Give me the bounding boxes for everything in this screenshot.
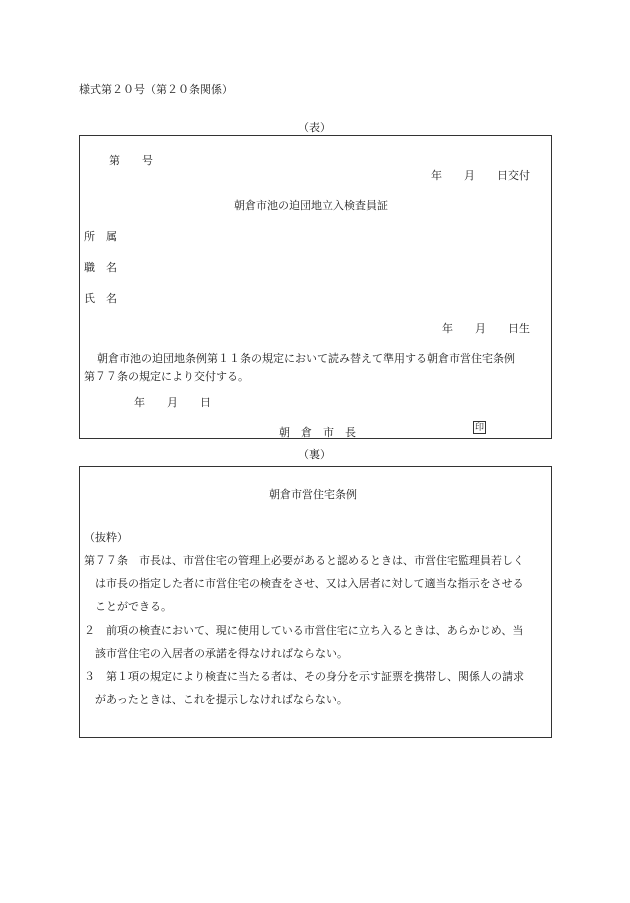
article-3-line-1: ３ 第１項の規定により検査に当たる者は、その身分を示す証票を携帯し、関係人の請求 xyxy=(84,670,524,683)
form-heading: 様式第２０号（第２０条関係） xyxy=(79,83,233,96)
article-1-line-1: 第７７条 市長は、市営住宅の管理上必要があると認めるときは、市営住宅監理員若しく xyxy=(84,554,524,567)
seal-mark xyxy=(473,421,486,434)
number-label: 第 号 xyxy=(109,154,153,167)
back-card xyxy=(79,466,552,738)
article-3-line-2: があったときは、これを提示しなければならない。 xyxy=(95,693,348,706)
birth-date: 年 月 日生 xyxy=(442,322,530,335)
date-line: 年 月 日 xyxy=(134,396,211,409)
card-title: 朝倉市池の迫団地立入検査員証 xyxy=(234,199,388,212)
issue-date: 年 月 日交付 xyxy=(431,169,530,182)
front-card xyxy=(79,135,552,439)
field-affiliation-label: 所 属 xyxy=(84,230,117,243)
field-name-label: 氏 名 xyxy=(84,292,117,305)
back-title: 朝倉市営住宅条例 xyxy=(269,488,357,501)
statement-line-2: 第７７条の規定により交付する。 xyxy=(84,370,249,383)
article-1-line-3: ことができる。 xyxy=(95,600,172,613)
back-side-label: （裏） xyxy=(298,448,331,461)
excerpt-label: （抜粋） xyxy=(84,531,128,544)
field-title-label: 職 名 xyxy=(84,261,117,274)
front-side-label: （表） xyxy=(298,121,331,134)
article-2-line-1: ２ 前項の検査において、現に使用している市営住宅に立ち入るときは、あらかじめ、当 xyxy=(84,624,524,637)
statement-line-1: 朝倉市池の迫団地条例第１１条の規定において読み替えて準用する朝倉市営住宅条例 xyxy=(97,352,515,365)
seal-text: 印 xyxy=(474,423,484,433)
issuer: 朝 倉 市 長 xyxy=(279,426,356,439)
article-2-line-2: 該市営住宅の入居者の承諾を得なければならない。 xyxy=(95,647,348,660)
article-1-line-2: は市長の指定した者に市営住宅の検査をさせ、又は入居者に対して適当な指示をさせる xyxy=(95,577,524,590)
